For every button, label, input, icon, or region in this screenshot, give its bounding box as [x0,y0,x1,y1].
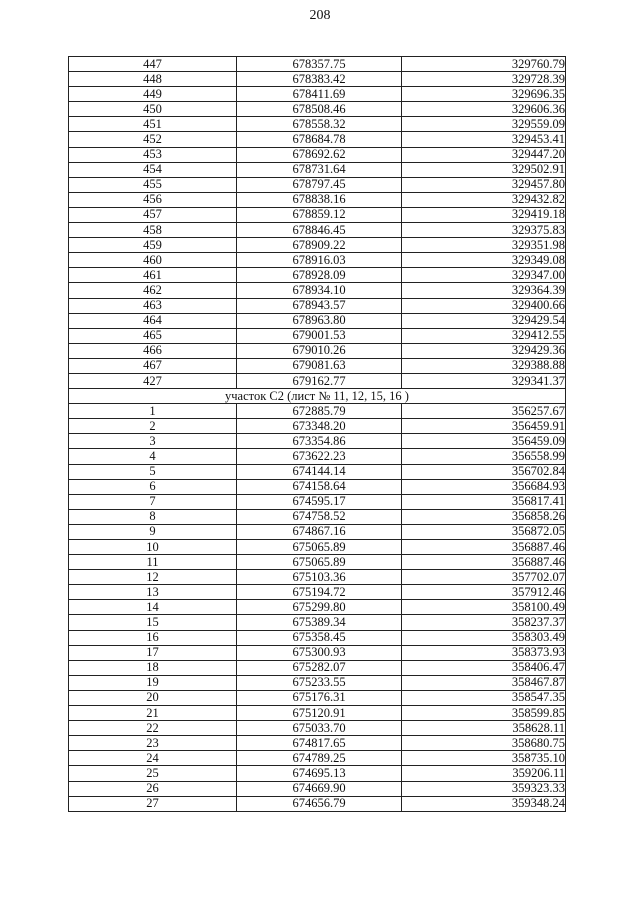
y-coordinate-cell: 359206.11 [402,766,566,781]
x-coordinate-cell: 678859.12 [237,207,402,222]
y-coordinate-cell: 329419.18 [402,207,566,222]
table-row [69,736,566,751]
x-coordinate-cell: 674789.25 [237,751,402,766]
x-coordinate-cell: 675194.72 [237,585,402,600]
table-row [69,404,566,419]
point-number-cell: 3 [69,434,237,449]
section-header-row [69,389,566,404]
x-coordinate-cell: 678838.16 [237,192,402,207]
section-header: участок С2 (лист № 11, 12, 15, 16 ) [69,389,566,404]
y-coordinate-cell: 329457.80 [402,177,566,192]
point-number-cell: 17 [69,645,237,660]
y-coordinate-cell: 358680.75 [402,736,566,751]
point-number-cell: 11 [69,555,237,570]
y-coordinate-cell: 358628.11 [402,721,566,736]
x-coordinate-cell: 678357.75 [237,57,402,72]
table-row [69,555,566,570]
point-number-cell: 19 [69,675,237,690]
x-coordinate-cell: 674158.64 [237,479,402,494]
point-number-cell: 456 [69,192,237,207]
table-row [69,283,566,298]
point-number-cell: 2 [69,419,237,434]
table-row [69,57,566,72]
x-coordinate-cell: 673354.86 [237,434,402,449]
x-coordinate-cell: 674867.16 [237,524,402,539]
table-row [69,600,566,615]
table-row [69,298,566,313]
y-coordinate-cell: 356459.09 [402,434,566,449]
page-number: 208 [309,8,331,23]
x-coordinate-cell: 678411.69 [237,87,402,102]
table-row [69,87,566,102]
y-coordinate-cell: 357702.07 [402,570,566,585]
y-coordinate-cell: 358303.49 [402,630,566,645]
table-row [69,706,566,721]
point-number-cell: 10 [69,540,237,555]
x-coordinate-cell: 675033.70 [237,721,402,736]
point-number-cell: 6 [69,479,237,494]
point-number-cell: 13 [69,585,237,600]
point-number-cell: 27 [69,796,237,811]
x-coordinate-cell: 674595.17 [237,494,402,509]
table-row [69,358,566,373]
point-number-cell: 459 [69,238,237,253]
x-coordinate-cell: 674817.65 [237,736,402,751]
point-number-cell: 21 [69,706,237,721]
point-number-cell: 16 [69,630,237,645]
y-coordinate-cell: 359348.24 [402,796,566,811]
table-row [69,479,566,494]
y-coordinate-cell: 356459.91 [402,419,566,434]
table-row [69,328,566,343]
y-coordinate-cell: 329429.36 [402,343,566,358]
table-row [69,434,566,449]
y-coordinate-cell: 329351.98 [402,238,566,253]
y-coordinate-cell: 329364.39 [402,283,566,298]
y-coordinate-cell: 358599.85 [402,706,566,721]
point-number-cell: 465 [69,328,237,343]
x-coordinate-cell: 674656.79 [237,796,402,811]
y-coordinate-cell: 358735.10 [402,751,566,766]
x-coordinate-cell: 679001.53 [237,328,402,343]
table-row [69,615,566,630]
table-row [69,524,566,539]
coordinates-table [68,56,566,812]
y-coordinate-cell: 358406.47 [402,660,566,675]
y-coordinate-cell: 359323.33 [402,781,566,796]
x-coordinate-cell: 679010.26 [237,343,402,358]
table-row [69,147,566,162]
table-row [69,494,566,509]
x-coordinate-cell: 675233.55 [237,675,402,690]
x-coordinate-cell: 675065.89 [237,540,402,555]
point-number-cell: 4 [69,449,237,464]
y-coordinate-cell: 356887.46 [402,555,566,570]
point-number-cell: 450 [69,102,237,117]
table-row [69,540,566,555]
point-number-cell: 452 [69,132,237,147]
x-coordinate-cell: 675103.36 [237,570,402,585]
x-coordinate-cell: 674758.52 [237,509,402,524]
point-number-cell: 26 [69,781,237,796]
x-coordinate-cell: 675358.45 [237,630,402,645]
table-row [69,223,566,238]
table-row [69,796,566,811]
x-coordinate-cell: 678383.42 [237,72,402,87]
x-coordinate-cell: 675120.91 [237,706,402,721]
table-row [69,660,566,675]
table-row [69,751,566,766]
table-row [69,766,566,781]
y-coordinate-cell: 356702.84 [402,464,566,479]
point-number-cell: 455 [69,177,237,192]
x-coordinate-cell: 678684.78 [237,132,402,147]
x-coordinate-cell: 673348.20 [237,419,402,434]
y-coordinate-cell: 329388.88 [402,358,566,373]
table-row [69,177,566,192]
y-coordinate-cell: 356257.67 [402,404,566,419]
x-coordinate-cell: 679081.63 [237,358,402,373]
x-coordinate-cell: 678797.45 [237,177,402,192]
table-row [69,207,566,222]
table-row [69,373,566,388]
x-coordinate-cell: 675282.07 [237,660,402,675]
table-row [69,464,566,479]
table-row [69,238,566,253]
y-coordinate-cell: 329447.20 [402,147,566,162]
y-coordinate-cell: 356858.26 [402,509,566,524]
y-coordinate-cell: 329559.09 [402,117,566,132]
y-coordinate-cell: 329412.55 [402,328,566,343]
point-number-cell: 20 [69,690,237,705]
point-number-cell: 447 [69,57,237,72]
table-row [69,585,566,600]
y-coordinate-cell: 356872.05 [402,524,566,539]
table-row [69,72,566,87]
x-coordinate-cell: 672885.79 [237,404,402,419]
y-coordinate-cell: 358100.49 [402,600,566,615]
table-row [69,162,566,177]
y-coordinate-cell: 329760.79 [402,57,566,72]
x-coordinate-cell: 678558.32 [237,117,402,132]
x-coordinate-cell: 678943.57 [237,298,402,313]
point-number-cell: 18 [69,660,237,675]
y-coordinate-cell: 356817.41 [402,494,566,509]
x-coordinate-cell: 678909.22 [237,238,402,253]
x-coordinate-cell: 678928.09 [237,268,402,283]
point-number-cell: 8 [69,509,237,524]
y-coordinate-cell: 329502.91 [402,162,566,177]
point-number-cell: 458 [69,223,237,238]
x-coordinate-cell: 675389.34 [237,615,402,630]
point-number-cell: 467 [69,358,237,373]
x-coordinate-cell: 674144.14 [237,464,402,479]
point-number-cell: 453 [69,147,237,162]
y-coordinate-cell: 329728.39 [402,72,566,87]
y-coordinate-cell: 358373.93 [402,645,566,660]
y-coordinate-cell: 356558.99 [402,449,566,464]
x-coordinate-cell: 673622.23 [237,449,402,464]
table-row [69,192,566,207]
point-number-cell: 460 [69,253,237,268]
point-number-cell: 461 [69,268,237,283]
y-coordinate-cell: 329453.41 [402,132,566,147]
table-row [69,343,566,358]
point-number-cell: 457 [69,207,237,222]
point-number-cell: 462 [69,283,237,298]
point-number-cell: 454 [69,162,237,177]
x-coordinate-cell: 674669.90 [237,781,402,796]
y-coordinate-cell: 329375.83 [402,223,566,238]
point-number-cell: 7 [69,494,237,509]
y-coordinate-cell: 357912.46 [402,585,566,600]
point-number-cell: 466 [69,343,237,358]
table-row [69,630,566,645]
table-row [69,132,566,147]
point-number-cell: 23 [69,736,237,751]
table-row [69,570,566,585]
point-number-cell: 1 [69,404,237,419]
point-number-cell: 25 [69,766,237,781]
x-coordinate-cell: 675299.80 [237,600,402,615]
point-number-cell: 14 [69,600,237,615]
y-coordinate-cell: 329432.82 [402,192,566,207]
x-coordinate-cell: 675176.31 [237,690,402,705]
x-coordinate-cell: 678846.45 [237,223,402,238]
table-row [69,645,566,660]
x-coordinate-cell: 679162.77 [237,373,402,388]
x-coordinate-cell: 675065.89 [237,555,402,570]
y-coordinate-cell: 329349.08 [402,253,566,268]
y-coordinate-cell: 329347.00 [402,268,566,283]
table-row [69,690,566,705]
point-number-cell: 464 [69,313,237,328]
y-coordinate-cell: 356887.46 [402,540,566,555]
x-coordinate-cell: 678508.46 [237,102,402,117]
point-number-cell: 448 [69,72,237,87]
y-coordinate-cell: 358547.35 [402,690,566,705]
x-coordinate-cell: 678963.80 [237,313,402,328]
x-coordinate-cell: 678934.10 [237,283,402,298]
table-row [69,102,566,117]
point-number-cell: 9 [69,524,237,539]
table-row [69,117,566,132]
point-number-cell: 15 [69,615,237,630]
y-coordinate-cell: 356684.93 [402,479,566,494]
table-row [69,675,566,690]
coordinates-table-body [69,57,566,812]
point-number-cell: 5 [69,464,237,479]
point-number-cell: 449 [69,87,237,102]
y-coordinate-cell: 358467.87 [402,675,566,690]
table-row [69,268,566,283]
table-row [69,509,566,524]
x-coordinate-cell: 674695.13 [237,766,402,781]
table-row [69,449,566,464]
x-coordinate-cell: 678731.64 [237,162,402,177]
point-number-cell: 451 [69,117,237,132]
y-coordinate-cell: 329429.54 [402,313,566,328]
y-coordinate-cell: 329606.36 [402,102,566,117]
table-row [69,313,566,328]
table-row [69,781,566,796]
point-number-cell: 22 [69,721,237,736]
point-number-cell: 12 [69,570,237,585]
point-number-cell: 427 [69,373,237,388]
x-coordinate-cell: 675300.93 [237,645,402,660]
y-coordinate-cell: 358237.37 [402,615,566,630]
y-coordinate-cell: 329400.66 [402,298,566,313]
point-number-cell: 24 [69,751,237,766]
x-coordinate-cell: 678916.03 [237,253,402,268]
table-row [69,253,566,268]
table-row [69,721,566,736]
point-number-cell: 463 [69,298,237,313]
table-row [69,419,566,434]
y-coordinate-cell: 329341.37 [402,373,566,388]
x-coordinate-cell: 678692.62 [237,147,402,162]
y-coordinate-cell: 329696.35 [402,87,566,102]
